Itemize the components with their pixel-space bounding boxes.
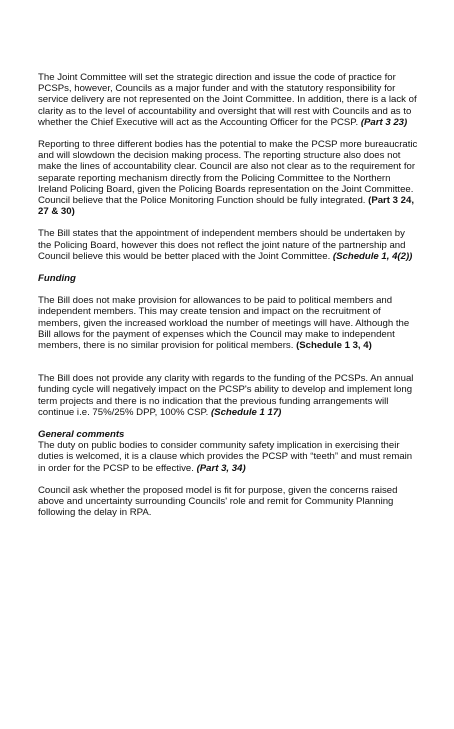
reference-schedule-1-17: (Schedule 1 17) <box>210 406 282 418</box>
paragraph-joint-committee <box>38 72 418 128</box>
paragraph-independent-members <box>38 228 418 262</box>
paragraph-funding-clarity <box>38 373 418 418</box>
heading-funding: Funding <box>38 273 76 285</box>
paragraph-text: The Joint Committee will set the strategic direction and issue the code of practice for PCSPs, however, Councils as a major funder and with the statutory responsibility for service delivery are not represented on the Joint Committee. In addition, there is a lack of clarity as to the level of accountability and oversight that will rest with Councils and as to whether the Chief Executive will act as the Accounting Officer for the PCSP. <box>38 72 417 128</box>
paragraph-text: The Bill states that the appointment of independent members should be undertaken by the Policing Board, however this does not reflect the joint nature of the partnership and Council believe this would be better placed with the Joint Committee. <box>38 228 406 262</box>
heading-general-comments: General comments <box>38 429 125 441</box>
paragraph-text: Council ask whether the proposed model is fit for purpose, given the concerns raised above and uncertainty surrounding Councils' role and remit for Community Planning following the delay in RPA. <box>38 484 398 519</box>
reference-part-3-23: (Part 3 23) <box>360 116 408 128</box>
reference-part-3-24-27-30: (Part 3 24, 27 & 30) <box>38 195 414 218</box>
reference-schedule-1-4-2: (Schedule 1, 4(2)) <box>332 250 413 262</box>
paragraph-text: The duty on public bodies to consider community safety implication in exercising their duties is welcomed, it is a clause which provides the PCSP with “teeth” and must remain in order for the PCSP to be effective. <box>38 440 413 474</box>
paragraph-allowances <box>38 295 418 351</box>
reference-part-3-34: (Part 3, 34) <box>196 462 246 474</box>
paragraph-text: The Bill does not make provision for allowances to be paid to political members and independent members. This may create tension and impact on the recruitment of members, given the increased workload the number of meetings will have. Although the Bill allows for the payment of expenses which the Council may make to independent members, there is no similar provision for political members. <box>38 295 410 352</box>
paragraph-reporting <box>38 139 418 217</box>
reference-schedule-1-3-4: (Schedule 1 3, 4) <box>296 340 372 352</box>
paragraph-duty-public-bodies <box>38 440 418 474</box>
paragraph-text: The Bill does not provide any clarity with regards to the funding of the PCSPs. An annual funding cycle will negatively impact on the PCSP's ability to develop and implement long term projects and there is no indication that the previous funding arrangements will continue i.e. 75%/25% DPP, 100% CSP. <box>38 373 414 418</box>
paragraph-text: Reporting to three different bodies has the potential to make the PCSP more bureaucratic and will slowdown the decision making process. The reporting structure also does not make the lines of accountability clear. Council are also not clear as to the requirement for separate reporting mechanism directly from the Policing Committee to the Northern Ireland Policing Board, given the Policing Boards representation on the Joint Committee. Council believe that the Police Monitoring Function should be fully integrated. <box>38 139 418 207</box>
paragraph-fit-for-purpose <box>38 485 418 519</box>
